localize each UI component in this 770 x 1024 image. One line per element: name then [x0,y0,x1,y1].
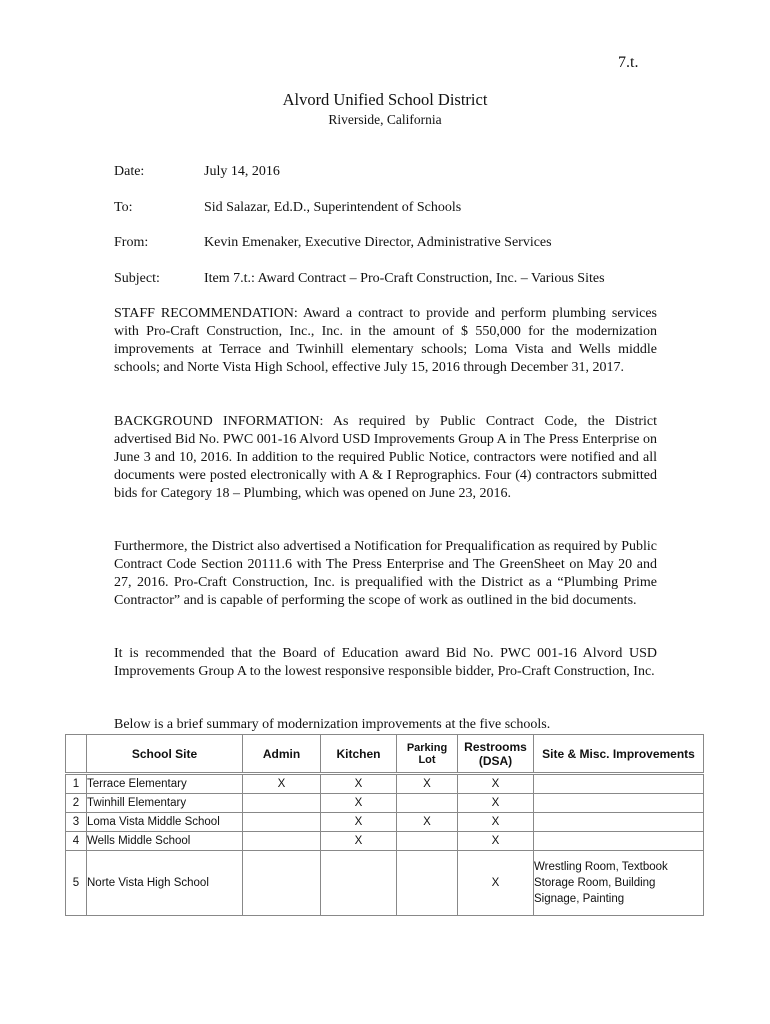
table-row [66,832,704,851]
header-school-site: School Site [87,735,243,774]
header-site-misc: Site & Misc. Improvements [534,735,704,774]
restrooms-mark: X [458,851,534,916]
table-header-row [66,735,704,774]
admin-mark [243,832,321,851]
award-paragraph: It is recommended that the Board of Education award Bid No. PWC 001-16 Alvord USD Improvements Group A to the lowest responsive responsible bidder, Pro-Craft Construction, Inc. [114,646,657,680]
school-site: Wells Middle School [87,832,243,851]
row-number: 5 [66,851,87,916]
header-restrooms: Restrooms (DSA) [458,735,534,774]
improvements-table [65,734,704,916]
kitchen-mark: X [321,774,397,794]
parking-mark [397,832,458,851]
summary-intro: Below is a brief summary of modernization improvements at the five schools. [114,717,551,732]
row-number: 1 [66,774,87,794]
misc-improvements [534,774,704,794]
admin-mark [243,851,321,916]
admin-mark [243,794,321,813]
header-admin: Admin [243,735,321,774]
misc-improvements: Wrestling Room, Textbook Storage Room, Building Signage, Painting [534,851,704,916]
table-row [66,851,704,916]
row-number: 2 [66,794,87,813]
school-site: Loma Vista Middle School [87,813,243,832]
memo-from-row [114,235,552,251]
staff-recommendation-paragraph: STAFF RECOMMENDATION: Award a contract to provide and perform plumbing services with Pro-Craft Construction, Inc., Inc. in the amount of $ 550,000 for the modernization improvements at Terrace and Twinhill elementary schools; Loma Vista and Wells middle schools; and Norte Vista High School, effective July 15, 2016 through December 31, 2017. [114,306,657,376]
memo-date-label: Date: [114,164,145,179]
district-title: Alvord Unified School District [282,90,488,109]
table-row [66,813,704,832]
restrooms-mark: X [458,813,534,832]
background-paragraph: BACKGROUND INFORMATION: As required by Public Contract Code, the District advertised Bid No. PWC 001-16 Alvord USD Improvements Group A in The Press Enterprise on June 3 and 10, 2016. In addition to the required Public Notice, contractors were notified and all documents were posted electronically with A & I Reprographics. Four (4) contractors submitted bids for Category 18 – Plumbing, which was opened on June 23, 2016. [114,414,657,502]
memo-to-row [114,200,461,216]
header-parking-lot: Parking Lot [397,735,458,774]
prequalification-paragraph: Furthermore, the District also advertised a Notification for Prequalification as required by Public Contract Code Section 20111.6 with The Press Enterprise and The GreenSheet on May 20 and 27, 2016. Pro-Craft Construction, Inc. is prequalified with the District as a “Plumbing Prime Contractor” and is capable of performing the scope of work as outlined in the bid documents. [114,539,657,609]
parking-mark: X [397,813,458,832]
header-kitchen: Kitchen [321,735,397,774]
memo-subject: Item 7.t.: Award Contract – Pro-Craft Construction, Inc. – Various Sites [204,271,605,286]
school-site: Terrace Elementary [87,774,243,794]
admin-mark: X [243,774,321,794]
kitchen-mark [321,851,397,916]
school-site: Twinhill Elementary [87,794,243,813]
row-number: 4 [66,832,87,851]
memo-from-label: From: [114,235,149,250]
admin-mark [243,813,321,832]
restrooms-mark: X [458,794,534,813]
misc-improvements [534,832,704,851]
kitchen-mark: X [321,794,397,813]
school-site: Norte Vista High School [87,851,243,916]
memo-date-row [114,164,280,180]
table-row [66,774,704,794]
kitchen-mark: X [321,832,397,851]
parking-mark: X [397,774,458,794]
memo-date: July 14, 2016 [204,164,280,179]
parking-mark [397,851,458,916]
memo-subject-label: Subject: [114,271,160,286]
memo-to-label: To: [114,200,133,215]
header-number [66,735,87,774]
parking-mark [397,794,458,813]
misc-improvements [534,813,704,832]
table-row [66,794,704,813]
restrooms-mark: X [458,774,534,794]
row-number: 3 [66,813,87,832]
kitchen-mark: X [321,813,397,832]
district-location: Riverside, California [328,112,442,127]
memo-to: Sid Salazar, Ed.D., Superintendent of Schools [204,200,462,215]
restrooms-mark: X [458,832,534,851]
misc-improvements [534,794,704,813]
item-number: 7.t. [618,54,639,71]
memo-from: Kevin Emenaker, Executive Director, Administrative Services [204,235,552,250]
memo-subject-row [114,271,605,287]
